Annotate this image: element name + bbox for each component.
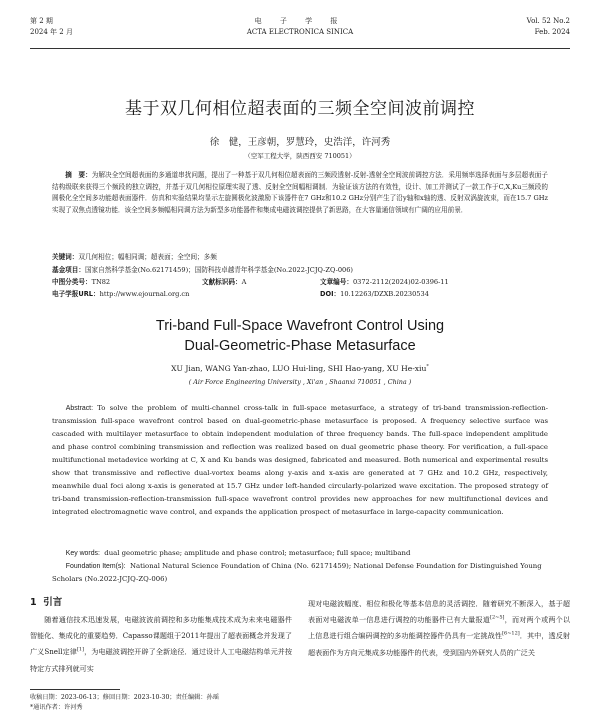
abstract-cn	[52, 170, 548, 216]
doc-code-label: 文献标识码：	[202, 278, 242, 286]
affiliation-cn: （空军工程大学，陕西西安 710051）	[244, 152, 356, 160]
footnotes	[30, 693, 219, 713]
article-no-label: 文章编号：	[320, 278, 353, 286]
fund-cn-text: 国家自然科学基金(No.62171459)；国防科技卓越青年科学基金(No.2022-JCJQ-ZQ-006)	[84, 266, 353, 274]
header-center	[30, 16, 570, 38]
article-no-value: 0372-2112(2024)02-0396-11	[352, 278, 449, 286]
keywords-cn-text: 双几何相位；幅相同调；超表面；全空间；多频	[78, 253, 217, 261]
title-en-line1: Tri-band Full-Space Wavefront Control Using	[155, 318, 445, 334]
intro-text-4: ，而对两个或两个以上信息进行组合编码调控的多功能调控器件仍具有一定挑战性	[308, 615, 571, 641]
doc-code-value: A	[241, 278, 247, 286]
fund-en-label: Foundation Item(s):	[65, 563, 126, 570]
url-label: 电子学报URL：	[52, 290, 100, 298]
citation-ref[interactable]: [1]	[76, 647, 85, 654]
keywords-en	[52, 547, 548, 560]
body-column-left	[30, 596, 292, 677]
intro-text-2: ，为电磁波调控开辟了全新途径．通过设计人工电磁结构单元并按特定方式排列就可实	[30, 647, 293, 673]
intro-text-5: ．其中，透反射超表面作为方向元集成多功能器件的代表，受到国内外研究人员的广泛关	[308, 631, 571, 657]
fund-cn	[52, 265, 548, 276]
section-heading	[30, 596, 292, 610]
title-cn: 基于双几何相位超表面的三频全空间波前调控	[125, 99, 475, 119]
footnote-received: 收稿日期：2023-06-13；修回日期：2023-10-30；责任编辑：孙瑶	[30, 694, 219, 701]
journal-name-en: ACTA ELECTRONICA SINICA	[246, 28, 354, 36]
body-column-right	[308, 596, 570, 661]
citation-ref[interactable]: [6~12]	[502, 631, 520, 638]
keywords-en-text: dual geometric phase; amplitude and phase control; metasurface; full space; multiband	[104, 549, 411, 557]
intro-paragraph-right	[308, 596, 570, 661]
abstract-cn-text: 为解决全空间超表面的多通道串扰问题，提出了一种基于双几何相位超表面的三频段透射-反射-透射全空间波前调控方法．采用频率选择表面与多层超表面子结构级联来获得三个频段的独立调控，并基于双几何相位原理实现了透、反射全空间幅相调制．为验证该方法的有效性，设计、加工并测试了一款工作于C,X,Ku三频段的圆极化全空间多功能超表面器件．仿真和实验结果均显示左旋圆极化波激励下该器件在7 GHz和10.2 GHz分别产生了沿y轴和x轴的透、反射双涡旋波束，而在15.7 GHz实现了双焦点透镜功能．该全空间多频幅相同调方法为新型多功能器件和集成电磁波调控提供了新思路，在大容量通信领域有广阔的应用前景．	[52, 171, 549, 214]
intro-text-3: 现对电磁波幅度、相位和极化等基本信息的灵活调控．随着研究不断深入，基于超表面对电磁波单一信息进行调控的功能器件已有大量报道	[308, 599, 570, 625]
affiliation-en: ( Air Force Engineering University , Xi'an , Shaanxi 710051 , China )	[188, 378, 412, 386]
authors-en-text: XU Jian, WANG Yan-zhao, LUO Hui-ling, SHI Hao-yang, XU He-xiu	[171, 364, 427, 373]
doi-value[interactable]: 10.12263/DZXB.20230534	[340, 290, 429, 298]
issue-cn: 第 2 期	[30, 17, 53, 25]
abstract-cn-label: 摘 要：	[65, 171, 92, 179]
citation-ref[interactable]: [2~5]	[490, 614, 505, 621]
date-en: Feb. 2024	[534, 28, 570, 36]
title-en	[0, 316, 600, 356]
abstract-en-label: Abstract:	[65, 405, 93, 412]
abstract-en-text: To solve the problem of multi-channel cross-talk in full-space metasurface, a strategy of tri-band transmission-reflection-transmission full-space wavefront control based on dual-geometric-phase metasurface is proposed. A frequency selective surface was cascaded with multilayer metasurface to obtain independent modulation of three frequency bands. The full-space independent amplitude and phase control combining transmission and reflection was realized based on dual geometric phase theory. For verification, a full-space multifunctional metadevice working at C, X and Ku bands was designed, fabricated and measured. Both numerical and experimental results show that transmissive and reflective dual-vortex beams along y-axis and x-axis are generated at 7 GHz and 10.2 GHz, respectively, meanwhile dual foci along x-axis is generated at 15.7 GHz under left-handed circularly-polarized wave excitation. The proposed strategy of tri-band transmission-reflection-transmission full-space wavefront control provides new approaches for new multifunctional devices and integrated electromagnetic wave control, and expands the application prospect of metasurface in large-capacity communication.	[52, 404, 548, 516]
journal-url[interactable]: http://www.ejournal.org.cn	[99, 290, 190, 298]
keywords-cn-label: 关键词：	[52, 253, 79, 261]
running-header	[30, 14, 570, 49]
abstract-en	[52, 402, 548, 519]
title-en-line2: Dual-Geometric-Phase Metasurface	[184, 338, 416, 354]
clc-label: 中图分类号：	[52, 278, 92, 286]
fund-en-text: National Natural Science Foundation of China (No. 62171459); National Defense Foundation for Distinguished Young Scholars (No.2022-JCJQ-ZQ-006)	[52, 562, 542, 583]
section-title: 引言	[43, 597, 63, 608]
section-number: 1	[30, 597, 37, 608]
header-right	[527, 16, 570, 38]
journal-name-cn: 电 子 学 报	[254, 17, 346, 25]
footnote-divider	[30, 689, 120, 690]
keywords-en-label: Key words:	[65, 550, 100, 557]
doi-label: DOI：	[320, 290, 341, 298]
keywords-cn	[52, 252, 548, 263]
volume-number: Vol. 52 No.2	[526, 17, 570, 25]
footnote-corresponding: *通讯作者：许河秀	[30, 704, 83, 711]
date-cn: 2024 年 2 月	[30, 28, 73, 36]
intro-text-1: 随着通信技术迅速发展，电磁波波前调控和多功能集成技术成为未来电磁器件智能化、集成化的重要趋势．Capasso课题组于2011年提出了超表面概念并发现了广义Snell定律	[30, 615, 292, 657]
intro-paragraph-left	[30, 612, 292, 677]
authors-en: XU Jian, WANG Yan-zhao, LUO Hui-ling, SHI Hao-yang, XU He-xiu*	[171, 363, 429, 373]
fund-cn-label: 基金项目：	[52, 266, 85, 274]
authors-cn: 徐 健，王彦朝，罗慧玲，史浩洋，许河秀	[209, 137, 391, 148]
fund-en	[52, 560, 548, 585]
clc-value: TN82	[91, 278, 111, 286]
